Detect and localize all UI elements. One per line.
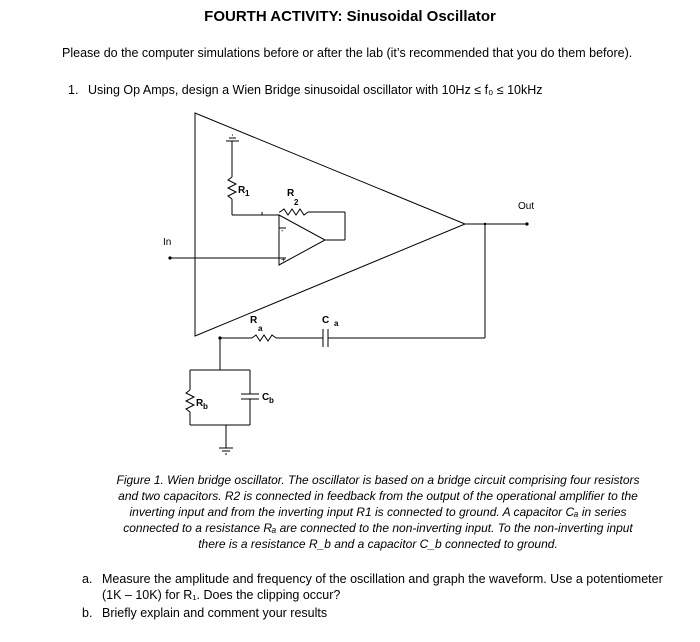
label-r2: R xyxy=(287,188,295,199)
resistor-r2 xyxy=(280,209,308,215)
label-out: Out xyxy=(518,201,535,212)
label-ca-sub: a xyxy=(334,319,339,328)
label-rb-sub: b xyxy=(203,402,208,411)
part-a-label: a. xyxy=(82,572,93,586)
label-in: In xyxy=(163,237,172,248)
part-a xyxy=(82,571,682,603)
part-b-label: b. xyxy=(82,606,93,620)
resistor-r1 xyxy=(228,177,236,199)
intro-text: Please do the computer simulations before or after the lab (it’s recommended that you do them before). xyxy=(62,46,633,60)
label-ca: C xyxy=(322,315,330,326)
resistor-ra xyxy=(252,335,276,341)
label-r1: R xyxy=(238,185,246,196)
label-minus: - xyxy=(281,226,284,235)
large-triangle xyxy=(195,113,465,336)
part-a-text: Measure the amplitude and frequency of the oscillation and graph the waveform. Use a potentiometer (1K – 10K) for R₁. Does the clipping occur? xyxy=(102,572,663,602)
part-b-text: Briefly explain and comment your results xyxy=(102,606,328,620)
question-parts xyxy=(82,571,682,623)
label-cb: C xyxy=(262,392,270,403)
label-r1-sub: 1 xyxy=(245,189,250,198)
label-plus: + xyxy=(281,255,286,264)
figure-caption: Figure 1. Wien bridge oscillator. The oscillator is based on a bridge circuit comprising four resistors and two capacitors. R2 is connected in feedback from the output of the operational amplifier to the inverting input and from the inverting input R1 is connected to ground. A capacitor Cₐ in series connected to a resistance Rₐ are connected to the non-inverting input. To the non-inverting input there is a resistance R_b and a capacitor C_b connected to ground. xyxy=(116,473,640,551)
question-1-text: Using Op Amps, design a Wien Bridge sinusoidal oscillator with 10Hz ≤ f₀ ≤ 10kHz xyxy=(88,83,543,97)
label-r2-sub: 2 xyxy=(294,198,299,207)
page-title: FOURTH ACTIVITY: Sinusoidal Oscillator xyxy=(204,8,496,25)
label-rb: R xyxy=(196,398,204,409)
label-ra: R xyxy=(250,315,258,326)
label-cb-sub: b xyxy=(269,396,274,405)
label-ra-sub: a xyxy=(258,324,263,333)
part-b xyxy=(82,605,682,621)
question-1-number: 1. xyxy=(68,83,79,97)
resistor-rb xyxy=(186,390,194,412)
